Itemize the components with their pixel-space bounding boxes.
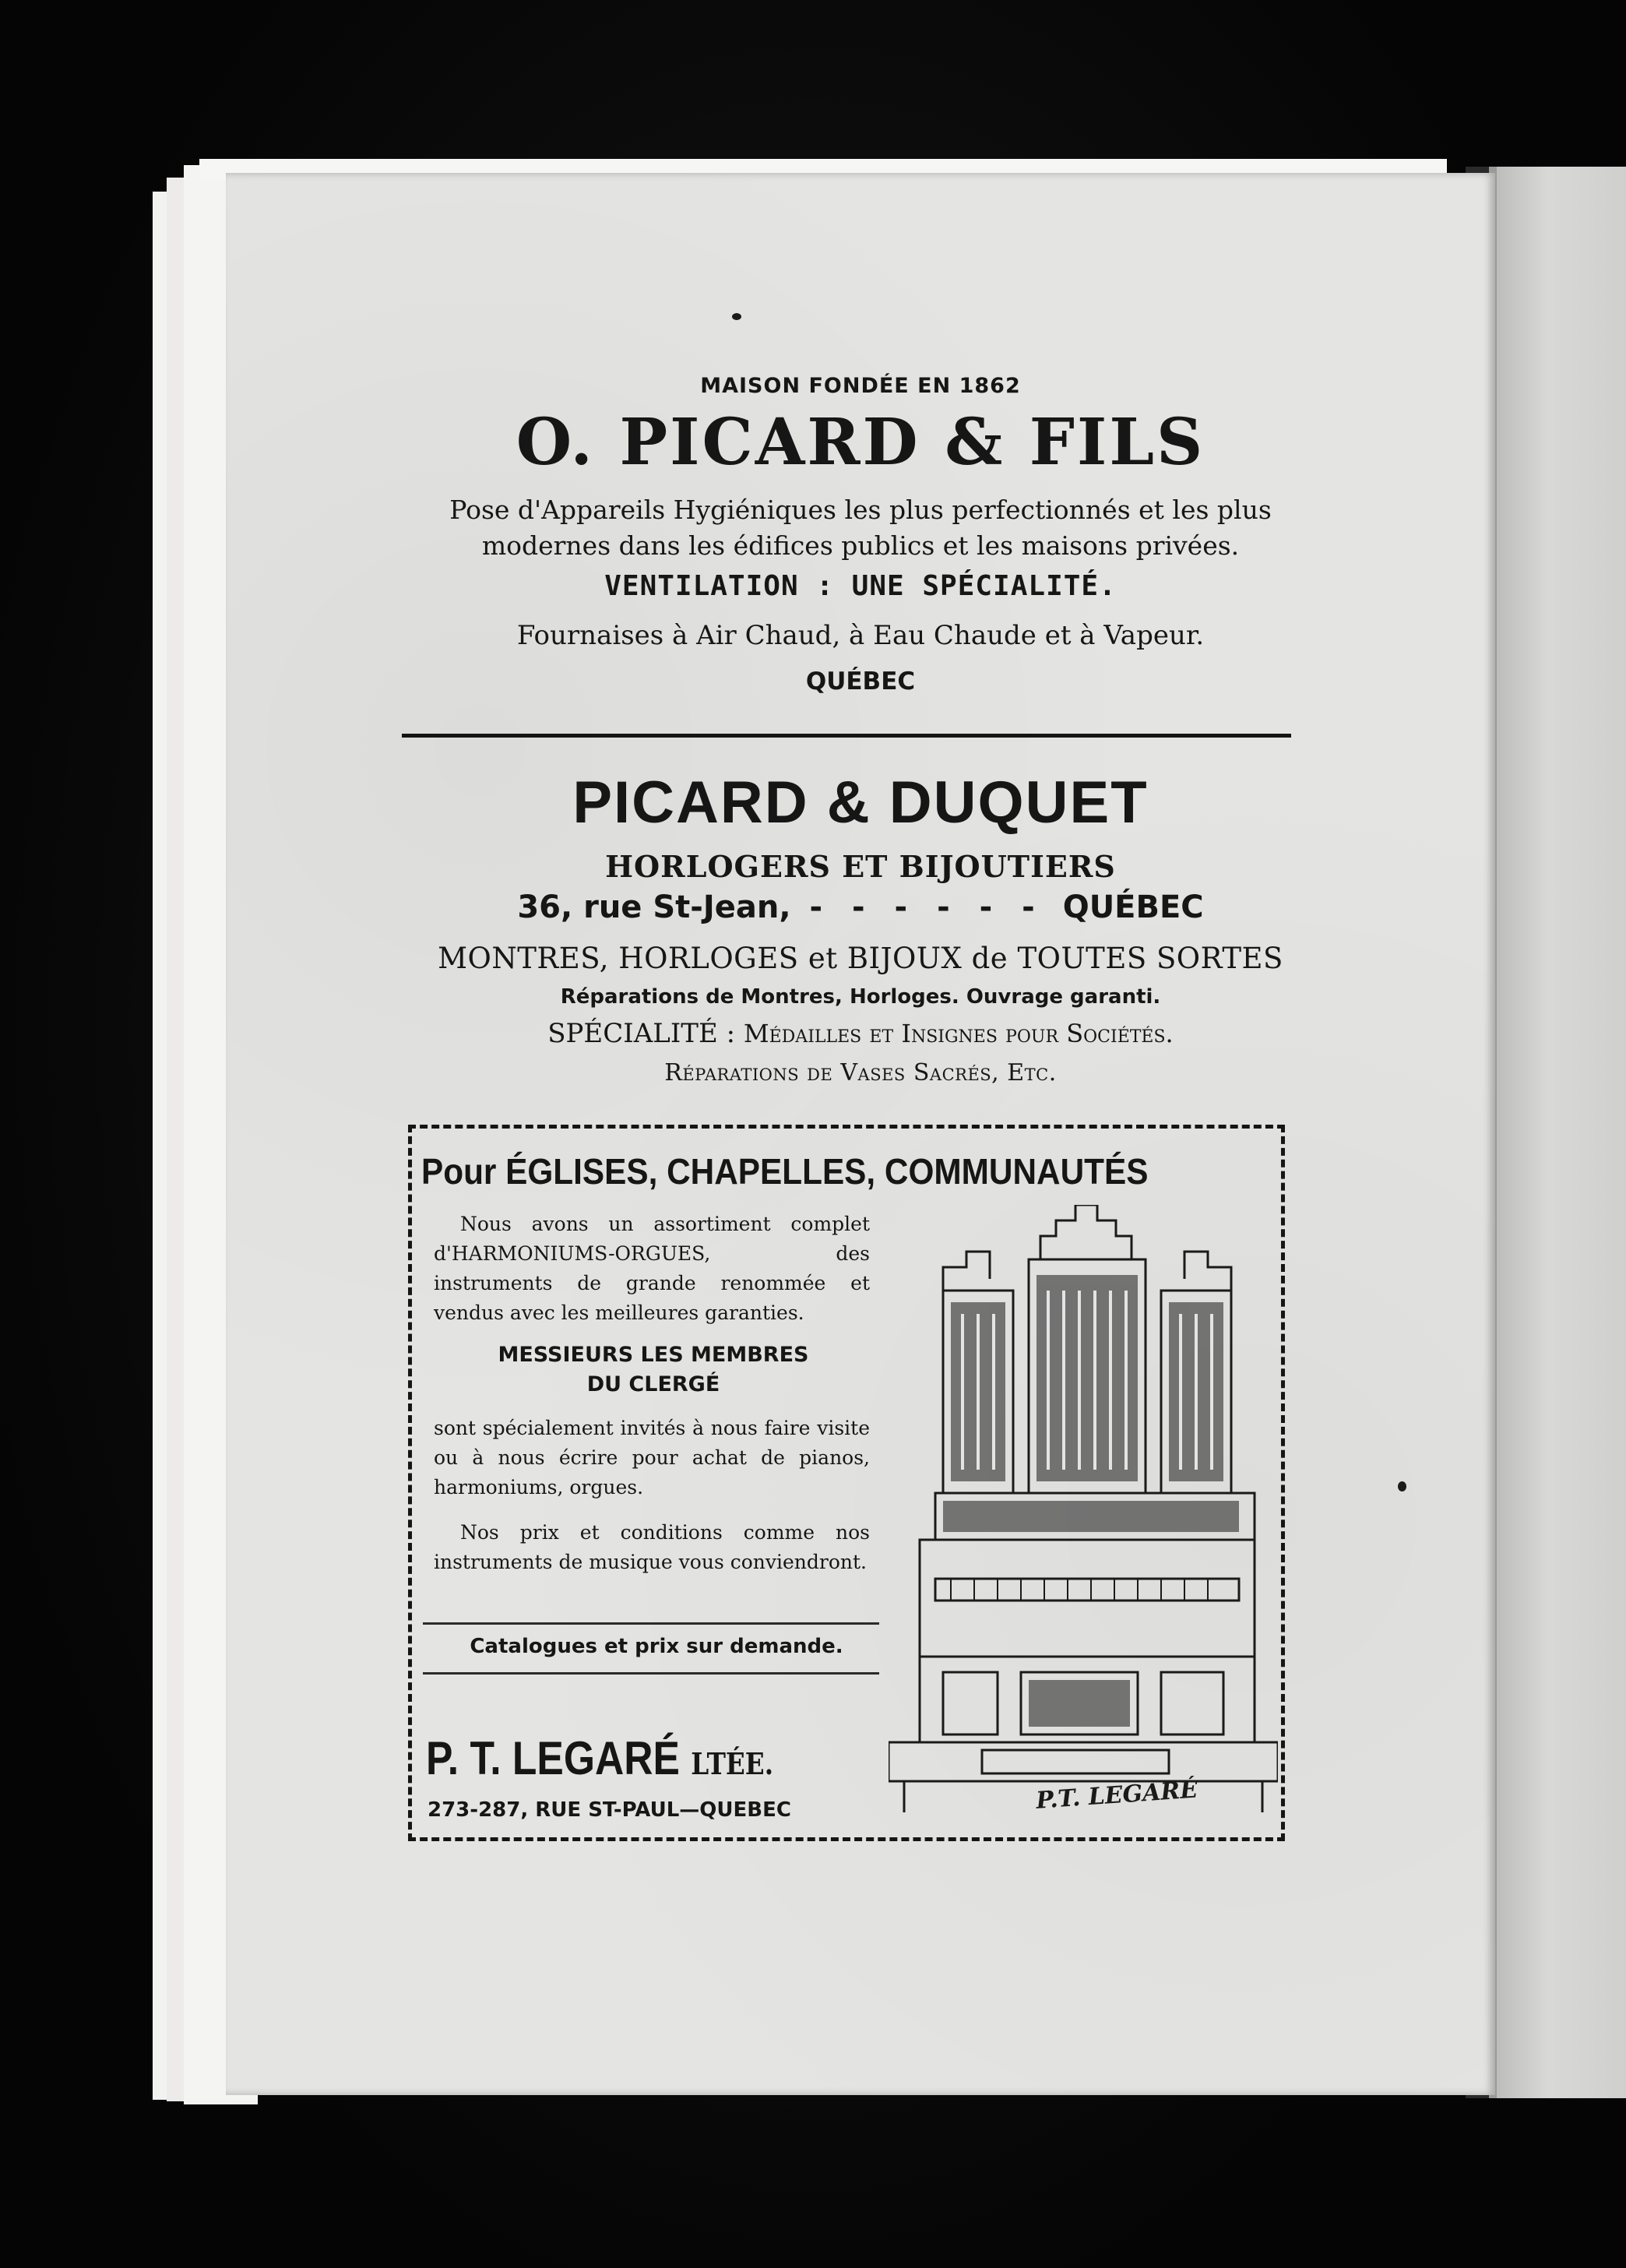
picard-fils-description (226, 492, 1495, 564)
picard-fils-title: O. PICARD & FILS (516, 405, 1205, 480)
messieurs-line-2: DU CLERGÉ (586, 1372, 720, 1396)
specialite-label: SPÉCIALITÉ : (547, 1018, 736, 1049)
specialite-items: Médailles et Insignes pour Sociétés. (743, 1019, 1174, 1048)
harmonium-organ-illustration (889, 1205, 1278, 1820)
legare-headline: Pour ÉGLISES, CHAPELLES, COMMUNAUTÉS (421, 1151, 1149, 1192)
montres-line: MONTRES, HORLOGES et BIJOUX de TOUTES SORTES (438, 942, 1283, 975)
address-city: QUÉBEC (1062, 889, 1204, 925)
legare-address: 273-287, RUE ST-PAUL—QUEBEC (428, 1798, 791, 1822)
ventilation-line: VENTILATION : UNE SPÉCIALITÉ. (604, 570, 1117, 602)
company-suffix: LTÉE. (691, 1746, 774, 1781)
messieurs-heading (412, 1340, 895, 1400)
catalog-rule-top (423, 1622, 879, 1625)
picard-duquet-subtitle: HORLOGERS ET BIJOUTIERS (605, 849, 1116, 884)
paragraph-text: Nos prix et conditions comme nos instruments de musique vous conviendront. (434, 1521, 870, 1573)
messieurs-line-1: MESSIEURS LES MEMBRES (498, 1343, 809, 1367)
founded-line: MAISON FONDÉE EN 1862 (700, 374, 1021, 398)
legare-paragraph-1 (434, 1210, 870, 1328)
picard-duquet-address (226, 889, 1495, 925)
paragraph-text: sont spécialement invités à nous faire visite ou à nous écrire pour achat de pianos, harmoniums, orgues. (434, 1417, 870, 1498)
picard-fils-city: QUÉBEC (805, 667, 916, 696)
description-line-2: modernes dans les édifices publics et les maisons privées. (481, 530, 1240, 561)
section-divider (402, 734, 1291, 738)
leader-dashes: - - - - - - (809, 889, 1044, 925)
reparations-line: Réparations de Montres, Horloges. Ouvrage garanti. (560, 985, 1161, 1009)
catalog-rule-bottom (423, 1672, 879, 1675)
vases-line: Réparations de Vases Sacrés, Etc. (664, 1059, 1057, 1086)
legare-paragraph-2 (434, 1414, 870, 1502)
paragraph-text: Nous avons un assortiment complet d'HARMONIUMS-ORGUES, des instruments de grande renommée et vendus avec les meilleures garanties. (434, 1213, 870, 1324)
street-address: 36, rue St-Jean, (517, 889, 791, 925)
legare-paragraph-3 (434, 1518, 870, 1577)
description-line-1: Pose d'Appareils Hygiéniques les plus perfectionnés et les plus (449, 495, 1272, 525)
illustration-signature: P.T. LEGARÉ (1035, 1776, 1199, 1815)
legare-ad-box (408, 1125, 1285, 1841)
fournaises-line: Fournaises à Air Chaud, à Eau Chaude et à Vapeur. (516, 620, 1205, 651)
document-page (226, 173, 1495, 2095)
picard-duquet-title: PICARD & DUQUET (572, 770, 1149, 836)
ink-speck (1398, 1481, 1406, 1491)
specialite-line (226, 1018, 1495, 1049)
catalog-line: Catalogues et prix sur demande. (470, 1635, 843, 1658)
company-name: P. T. LEGARÉ (426, 1732, 680, 1784)
legare-company (426, 1731, 773, 1785)
ink-speck (732, 313, 741, 320)
